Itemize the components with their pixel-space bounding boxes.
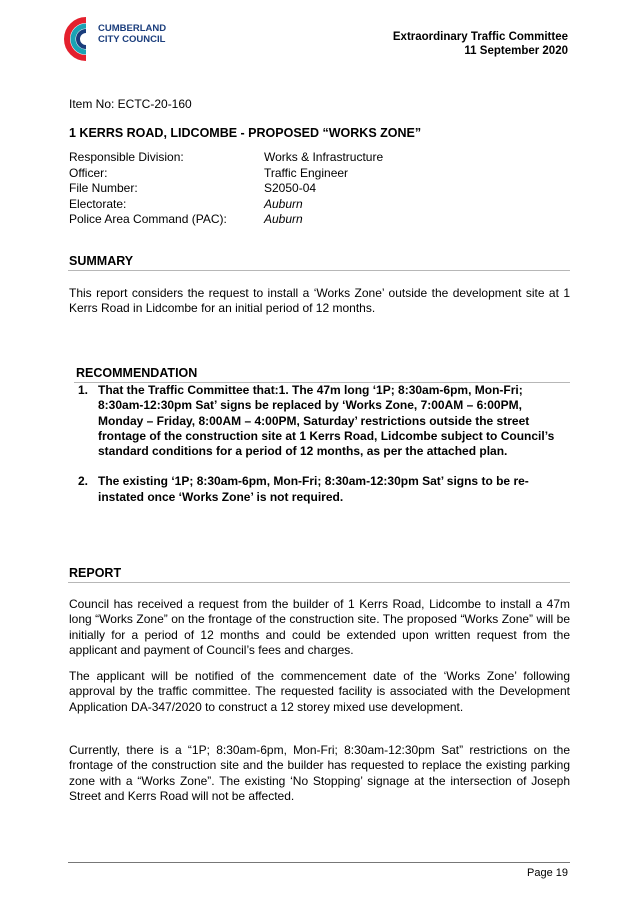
recommendation-text: The existing ‘1P; 8:30am-6pm, Mon-Fri; 8:30am-12:30pm Sat’ signs to be re-instated once ‘Works Zone’ is not required. [98,474,529,504]
summary-rule [68,270,570,271]
summary-heading: SUMMARY [69,254,134,268]
footer-rule [68,862,570,863]
meta-row [69,181,383,197]
recommendation-heading: RECOMMENDATION [76,366,198,380]
report-paragraph: Council has received a request from the builder of 1 Kerrs Road, Lidcombe to install a 47m long “Works Zone” on the frontage of the construction site. The proposed “Works Zone” will be initially for a period of 12 months and could be extended upon written request from the applicant and payment of Council’s fees and charges. [69,597,570,657]
recommendation-item [78,474,568,505]
meta-row [69,212,383,228]
meta-value: Auburn [264,212,303,226]
meta-label: Police Area Command (PAC): [69,212,227,226]
meta-label: File Number: [69,181,138,195]
document-header [393,30,568,58]
meta-row [69,150,383,166]
meta-value: Works & Infrastructure [264,150,384,164]
meeting-date: 11 September 2020 [464,45,568,57]
summary-text: This report considers the request to install a ‘Works Zone’ outside the development site at 1 Kerrs Road in Lidcombe for an initial period of 12 months. [69,286,570,316]
report-heading: REPORT [69,566,122,580]
recommendation-text: That the Traffic Committee that:1. The 47m long ‘1P; 8:30am-6pm, Mon-Fri; 8:30am-12:30pm Sat’ signs be replaced by ‘Works Zone, 7:00AM – 6:00PM, Monday – Friday, 8:00AM – 4:00PM, Saturday’ restrictions outside the street frontage of the construction site at 1 Kerrs Road, Lidcombe subject to Council’s standard conditions for a period of 12 months, as per the attached plan. [98,383,555,459]
meta-label: Electorate: [69,196,127,211]
meta-row [69,197,383,213]
meta-label: Responsible Division: [69,150,184,164]
meta-value: Auburn [264,196,303,211]
recommendation-item [78,383,568,459]
logo-line-1: CUMBERLAND [98,23,167,34]
report-paragraph: Currently, there is a “1P; 8:30am-6pm, Mon-Fri; 8:30am-12:30pm Sat” restrictions on the frontage of the construction site and the builder has requested to replace the existing parking zone with a “Works Zone”. The existing ‘No Stopping’ signage at the intersection of Joseph Street and Kerrs Road will not be affected. [69,743,570,803]
recommendation-number: 2. [78,474,89,489]
report-metadata [69,150,383,228]
committee-name: Extraordinary Traffic Committee [392,31,568,43]
page-number: Page 19 [527,867,568,879]
meta-label: Officer: [69,165,108,180]
report-title: 1 KERRS ROAD, LIDCOMBE - PROPOSED “WORKS ZONE” [69,126,422,140]
meta-row [69,166,383,182]
logo-line-2: CITY COUNCIL [98,34,166,45]
item-number: Item No: ECTC-20-160 [69,97,192,111]
meta-value: Traffic Engineer [264,165,349,180]
meta-value: S2050-04 [264,181,317,195]
recommendation-list [78,383,568,505]
report-paragraph: The applicant will be notified of the commencement date of the ‘Works Zone’ following approval by the traffic committee. The requested facility is associated with the Development Application DA-347/2020 to construct a 12 storey mixed use development. [69,669,570,714]
logo-wordmark [98,23,166,45]
recommendation-number: 1. [78,383,89,397]
report-rule [68,582,570,583]
